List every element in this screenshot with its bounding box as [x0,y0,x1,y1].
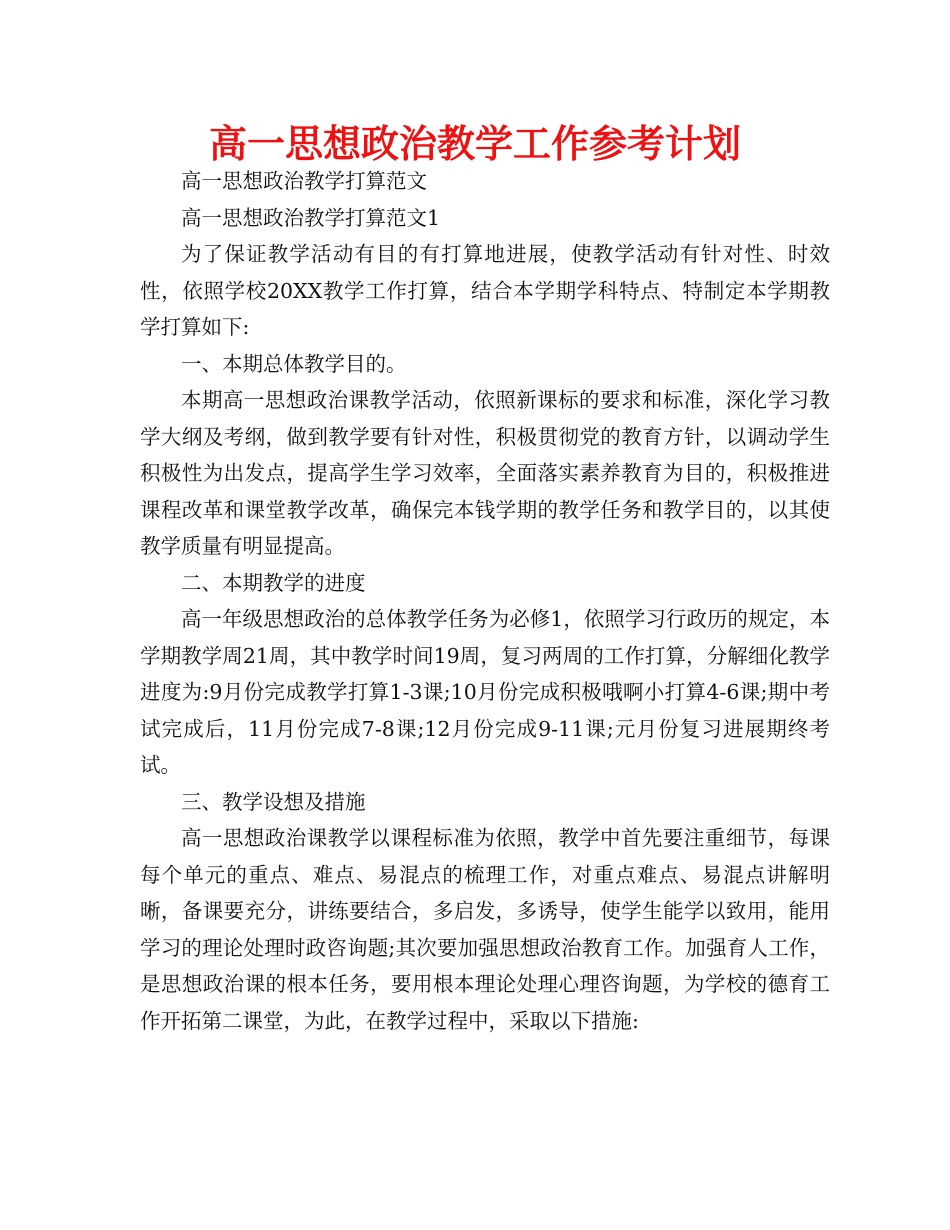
section-heading-1: 一、本期总体教学目的。 [181,351,407,376]
document-body [140,163,830,1039]
subtitle-line-1: 高一思想政治教学打算范文1 [181,205,441,230]
section-2-paragraph: 高一年级思想政治的总体教学任务为必修1，依照学习行政历的规定，本学期教学周21周，其中教学时间19周，复习两周的工作打算，分解细化教学进度为:9月份完成教学打算1-3课;10月份完成积极哦啊小打算4-6课;期中考试完成后，11月份完成7-8课;12月份完成9-11课;元月份复习进展期终考试。 [140,607,830,777]
section-heading-2: 二、本期教学的进度 [181,570,366,595]
section-1-paragraph: 本期高一思想政治课教学活动，依照新课标的要求和标准，深化学习教学大纲及考纲，做到教学要有针对性，积极贯彻党的教育方针，以调动学生积极性为出发点，提高学生学习效率，全面落实素养教育为目的，积极推进课程改革和课堂教学改革，确保完本钱学期的教学任务和教学目的，以其使教学质量有明显提高。 [140,388,830,558]
document-title: 高一思想政治教学工作参考计划 [208,122,741,166]
subtitle-line: 高一思想政治教学打算范文 [181,169,427,193]
section-3-paragraph: 高一思想政治课教学以课程标准为依照，教学中首先要注重细节，每课每个单元的重点、难点、易混点的梳理工作，对重点难点、易混点讲解明晰，备课要充分，讲练要结合，多启发，多诱导，使学生能学以致用，能用学习的理论处理时政咨询题;其次要加强思想政治教育工作。加强育人工作，是思想政治课的根本任务，要用根本理论处理心理咨询题，为学校的德育工作开拓第二课堂，为此，在教学过程中，采取以下措施: [140,826,830,1033]
intro-paragraph: 为了保证教学活动有目的有打算地进展，使教学活动有针对性、时效性，依照学校20XX教学工作打算，结合本学期学科特点、特制定本学期教学打算如下: [140,242,830,339]
section-heading-3: 三、教学设想及措施 [181,789,366,814]
